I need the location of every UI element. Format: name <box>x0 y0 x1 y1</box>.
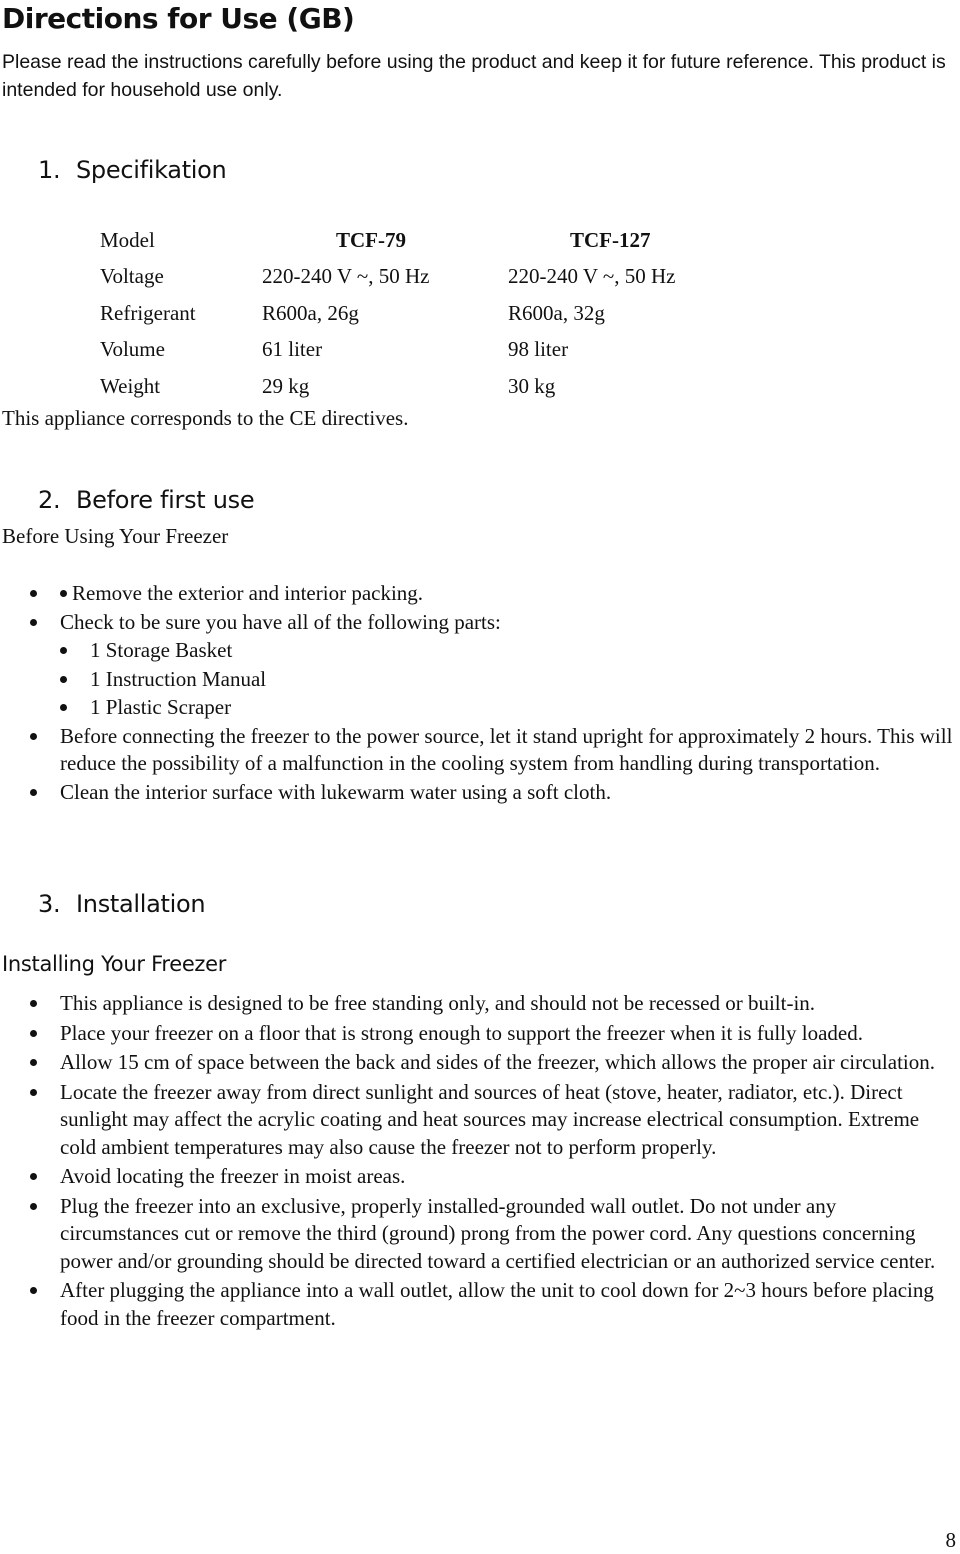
spec-cell: 220-240 V ~, 50 Hz <box>262 264 430 289</box>
spec-header-model-2: TCF-127 <box>570 227 651 252</box>
spec-cell: 30 kg <box>508 373 556 398</box>
table-row <box>100 368 768 405</box>
bullet-icon <box>60 647 67 654</box>
list-item-text: Plug the freezer into an exclusive, properly installed-grounded wall outlet. Do not under any circumstances cut or remove the third (ground) prong from the power cord. Any questions concerning power and/or grounding should be directed toward a certified electrician or an authorized service center. <box>60 1193 936 1273</box>
spec-cell: R600a, 26g <box>262 300 359 325</box>
spec-cell: R600a, 32g <box>508 300 605 325</box>
bullet-icon <box>60 676 67 683</box>
list-item-text: 1 Storage Basket <box>90 638 233 662</box>
spec-row-label: Volume <box>100 337 165 362</box>
installation-list <box>0 990 960 1332</box>
bullet-icon <box>30 590 37 597</box>
section-1-number: 1. <box>38 156 61 184</box>
bullet-icon <box>30 1059 37 1066</box>
table-row <box>100 295 768 332</box>
list-item <box>0 1193 940 1276</box>
bullet-icon <box>30 1089 37 1096</box>
bullet-icon <box>30 789 37 796</box>
bullet-icon <box>30 733 37 740</box>
intro-paragraph: Please read the instructions carefully before using the product and keep it for future reference. This product is intended for household use only. <box>2 51 946 101</box>
list-item <box>0 637 960 665</box>
list-item <box>0 723 960 778</box>
list-item <box>0 1049 940 1077</box>
list-item-text: Clean the interior surface with lukewarm water using a soft cloth. <box>60 779 612 804</box>
list-item-text: Locate the freezer away from direct sunlight and sources of heat (stove, heater, radiator, etc.). Direct sunlight may affect the acrylic coating and heat sources may increase electrical consumption. Extreme cold ambient temperatures may also cause the freezer not to perform properly. <box>60 1079 920 1159</box>
spec-row-label: Voltage <box>100 264 164 289</box>
bullet-icon <box>30 1203 37 1210</box>
list-item-text: Check to be sure you have all of the following parts: <box>60 609 501 634</box>
list-item-text: This appliance is designed to be free standing only, and should not be recessed or built-in. <box>60 991 816 1015</box>
bullet-icon <box>60 590 67 597</box>
section-2-subheading: Before Using Your Freezer <box>2 524 229 548</box>
list-item <box>0 666 960 694</box>
list-item-text: Place your freezer on a floor that is strong enough to support the freezer when it is fully loaded. <box>60 1020 863 1045</box>
section-1-title: Specifikation <box>76 156 227 184</box>
section-3-title: Installation <box>76 890 206 918</box>
page-number: 8 <box>945 1528 956 1552</box>
spec-cell: 29 kg <box>262 373 310 398</box>
before-use-list <box>0 580 960 806</box>
spec-cell: 61 liter <box>262 337 323 362</box>
section-3-heading <box>38 890 205 918</box>
list-item-text: After plugging the appliance into a wall outlet, allow the unit to cool down for 2~3 hours before placing food in the freezer compartment. <box>60 1278 934 1330</box>
bullet-icon <box>30 1287 37 1294</box>
spec-cell: 220-240 V ~, 50 Hz <box>508 264 676 289</box>
page-title: Directions for Use (GB) <box>2 2 355 35</box>
list-item <box>0 1079 960 1162</box>
section-3-number: 3. <box>38 890 61 918</box>
table-row <box>100 332 768 369</box>
section-2-title: Before first use <box>76 486 255 514</box>
list-item <box>0 580 960 608</box>
spec-table <box>100 222 768 405</box>
spec-row-label: Refrigerant <box>100 300 196 325</box>
list-item-text: Before connecting the freezer to the power source, let it stand upright for approximately 2 hours. This will reduce the possibility of a malfunction in the cooling system from handling during transportation. <box>60 723 953 775</box>
list-item-text: 1 Instruction Manual <box>90 666 267 691</box>
section-2-heading <box>38 486 254 514</box>
spec-cell: 98 liter <box>508 337 569 362</box>
list-item-text: Remove the exterior and interior packing. <box>72 581 424 605</box>
list-item <box>0 990 960 1018</box>
spec-table-header-row <box>100 222 768 259</box>
list-item <box>0 1163 960 1191</box>
bullet-icon <box>30 1173 37 1180</box>
section-1-heading <box>38 156 226 184</box>
bullet-icon <box>30 619 37 626</box>
list-item <box>0 779 960 807</box>
section-2-number: 2. <box>38 486 61 514</box>
list-item <box>0 609 960 637</box>
bullet-icon <box>30 1000 37 1007</box>
list-item <box>0 694 960 722</box>
bullet-icon <box>30 1030 37 1037</box>
table-row <box>100 259 768 296</box>
list-item-text: 1 Plastic Scraper <box>90 695 232 719</box>
list-item-text: Avoid locating the freezer in moist areas. <box>60 1164 406 1188</box>
list-item <box>0 1020 940 1048</box>
list-item <box>0 1277 940 1332</box>
spec-header-label: Model <box>100 227 155 252</box>
ce-note: This appliance corresponds to the CE directives. <box>2 406 409 430</box>
bullet-icon <box>60 704 67 711</box>
spec-row-label: Weight <box>100 373 161 398</box>
list-item-text: Allow 15 cm of space between the back and sides of the freezer, which allows the proper air circulation. <box>60 1050 935 1074</box>
section-3-subheading: Installing Your Freezer <box>2 952 227 976</box>
spec-header-model-1: TCF-79 <box>336 227 406 252</box>
